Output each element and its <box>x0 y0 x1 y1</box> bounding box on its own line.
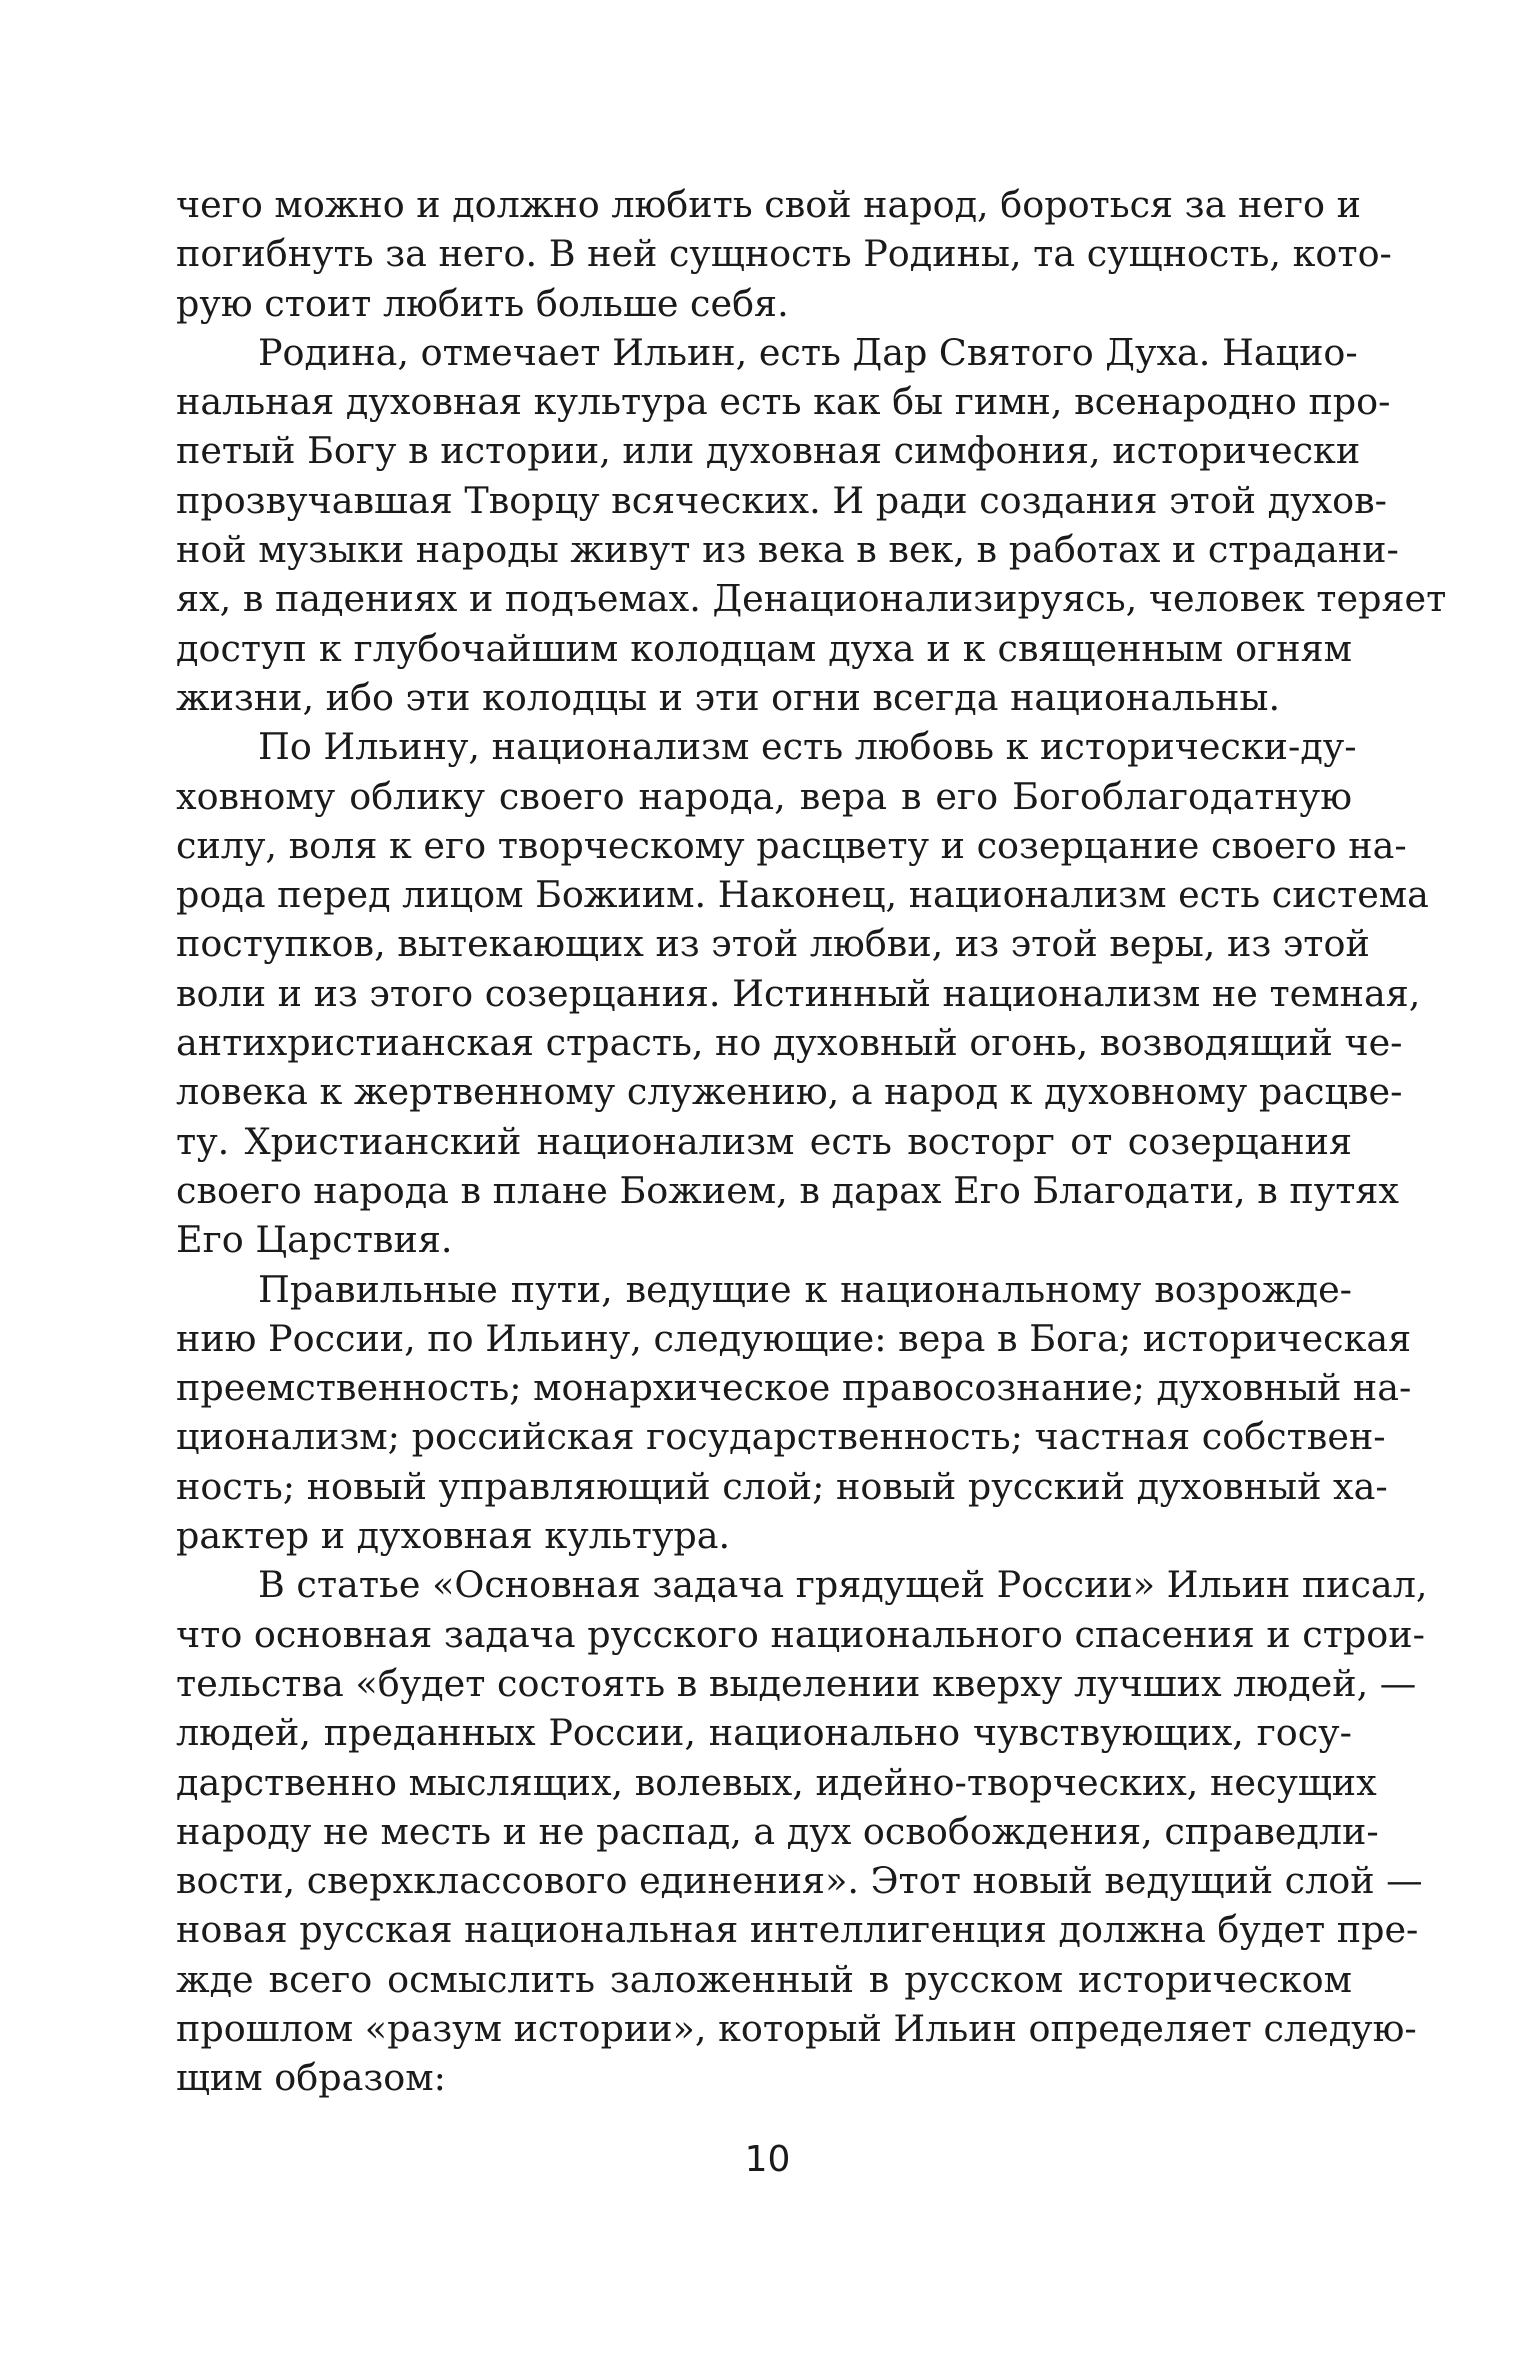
text-line: антихристианская страсть, но духовный огонь, возводящий че- <box>176 1021 1403 1065</box>
text-line: рую стоит любить больше себя. <box>176 281 789 325</box>
text-line: народу не месть и не распад, а дух освобождения, справедли- <box>176 1809 1379 1853</box>
text-line: преемственность; монархическое правосознание; духовный на- <box>176 1366 1412 1410</box>
text-line: прозвучавшая Творцу всяческих. И ради создания этой духов- <box>176 478 1388 522</box>
text-line: рода перед лицом Божиим. Наконец, национализм есть система <box>176 873 1429 917</box>
text-line: вости, сверхклассового единения». Этот новый ведущий слой — <box>176 1859 1423 1903</box>
text-line: ционализм; российская государственность; частная собствен- <box>176 1415 1386 1459</box>
text-line: рактер и духовная культура. <box>176 1514 731 1558</box>
text-line: погибнуть за него. В ней сущность Родины, та сущность, кото- <box>176 232 1392 276</box>
text-line: поступков, вытекающих из этой любви, из этой веры, из этой <box>176 922 1370 966</box>
text-line: чего можно и должно любить свой народ, бороться за него и <box>176 183 1361 226</box>
text-line: людей, преданных России, национально чувствующих, госу- <box>176 1711 1352 1755</box>
page-number: 10 <box>744 2139 791 2180</box>
text-line: жде всего осмыслить заложенный в русском историческом <box>176 1957 1352 2001</box>
paragraph <box>176 1560 1428 2102</box>
body-text <box>176 180 1447 2103</box>
text-line: ной музыки народы живут из века в век, в работах и страдани- <box>176 528 1399 572</box>
text-line: новая русская национальная интеллигенция должна будет пре- <box>176 1908 1419 1952</box>
text-line: нию России, по Ильину, следующие: вера в Бога; историческая <box>176 1316 1412 1360</box>
text-line: ту. Христианский национализм есть восторг от созерцания <box>176 1119 1352 1163</box>
text-line: Родина, отмечает Ильин, есть Дар Святого Духа. Нацио- <box>258 330 1358 374</box>
text-line: ховному облику своего народа, вера в его Богоблагодатную <box>176 774 1352 818</box>
text-line: ловека к жертвенному служению, а народ к духовному расцве- <box>176 1070 1403 1114</box>
text-line: В статье «Основная задача грядущей России» Ильин писал, <box>258 1563 1428 1607</box>
text-line: доступ к глубочайшим колодцам духа и к священным огням <box>176 626 1352 670</box>
text-line: тельства «будет состоять в выделении кверху лучших людей, — <box>176 1661 1417 1705</box>
text-line: жизни, ибо эти колодцы и эти огни всегда национальны. <box>176 675 1281 719</box>
text-line: петый Богу в истории, или духовная симфония, исторически <box>176 429 1361 473</box>
text-line: щим образом: <box>176 2056 446 2100</box>
paragraph <box>176 722 1429 1264</box>
text-line: что основная задача русского национального спасения и строи- <box>176 1612 1425 1656</box>
text-line: нальная духовная культура есть как бы гимн, всенародно про- <box>176 380 1391 424</box>
text-line: Правильные пути, ведущие к национальному возрожде- <box>258 1267 1352 1311</box>
text-line: своего народа в плане Божием, в дарах Его Благодати, в путях <box>176 1168 1400 1212</box>
text-line: силу, воля к его творческому расцвету и созерцание своего на- <box>176 823 1407 867</box>
text-line: По Ильину, национализм есть любовь к исторически-ду- <box>258 725 1357 769</box>
text-line: прошлом «разум истории», который Ильин определяет следую- <box>176 2006 1417 2050</box>
text-line: ность; новый управляющий слой; новый русский духовный ха- <box>176 1464 1388 1508</box>
text-line: дарственно мыслящих, волевых, идейно-творческих, несущих <box>176 1760 1377 1804</box>
text-line: Его Царствия. <box>176 1218 453 1262</box>
paragraph <box>176 180 1392 328</box>
text-line: ях, в падениях и подъемах. Денационализируясь, человек теряет <box>176 577 1447 621</box>
paragraph <box>176 1265 1412 1561</box>
text-line: воли и из этого созерцания. Истинный национализм не темная, <box>176 971 1421 1015</box>
paragraph <box>176 328 1447 722</box>
